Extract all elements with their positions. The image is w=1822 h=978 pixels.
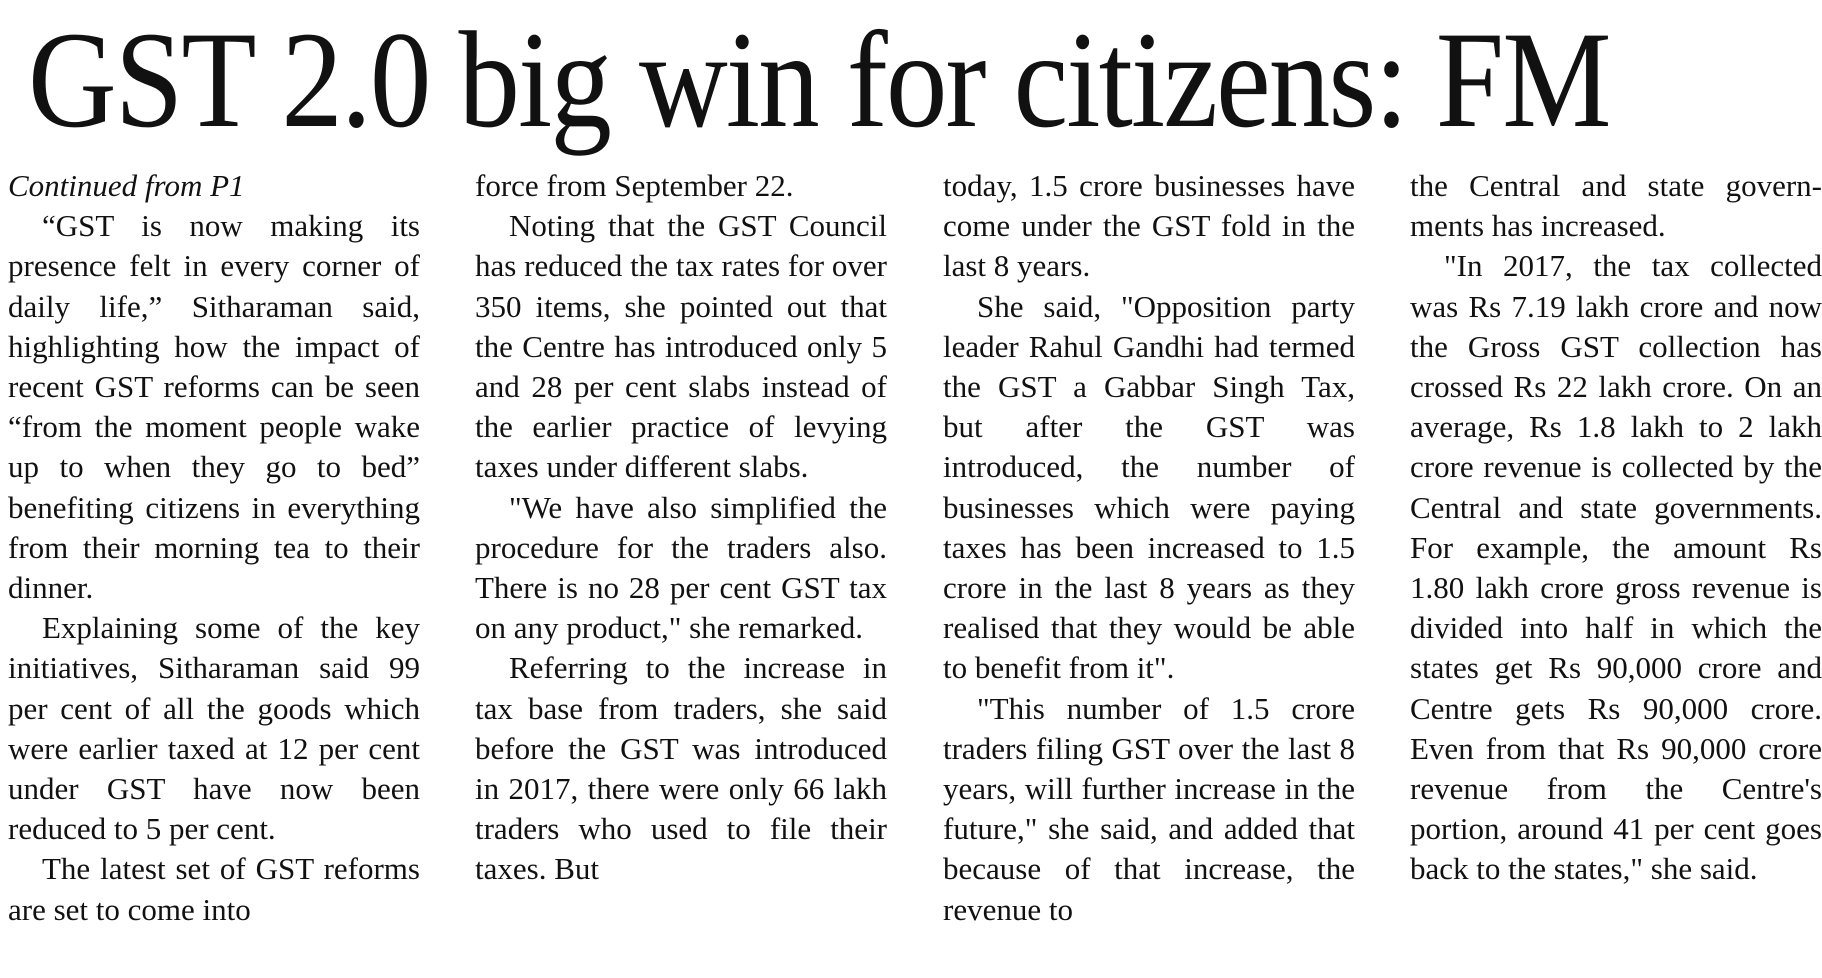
paragraph-continuation: the Central and state governments has increased. bbox=[1410, 168, 1822, 244]
paragraph: She said, "Opposition party leader Rahul Gandhi had termed the GST a Gabbar Singh Tax, but after the GST was introduced, the number of businesses which were paying taxes has been increased to 1.5 crore in the last 8 years as they realised that they would be able to benefit from it". bbox=[943, 288, 1355, 686]
paragraph-continuation: force from September 22. bbox=[475, 168, 794, 203]
paragraph: Explaining some of the key initiatives, Sitharaman said 99 per cent of all the goods which were earlier taxed at 12 per cent under GST have now been reduced to 5 per cent. bbox=[8, 610, 420, 847]
article-column-3 bbox=[943, 166, 1355, 930]
paragraph: Noting that the GST Council has reduced the tax rates for over 350 items, she pointed out that the Centre has introduced only 5 and 28 per cent slabs instead of the earlier practice of levying taxes under different slabs. bbox=[475, 208, 887, 485]
headline: GST 2.0 big win for citizens: FM bbox=[28, 3, 1610, 156]
paragraph: Referring to the increase in tax base from traders, she said before the GST was introduced in 2017, there were only 66 lakh traders who used to file their taxes. But bbox=[475, 650, 887, 887]
article-column-1 bbox=[8, 166, 420, 930]
article-column-4 bbox=[1410, 166, 1822, 890]
paragraph: The latest set of GST reforms are set to come into bbox=[8, 851, 420, 927]
article-column-2 bbox=[475, 166, 887, 890]
paragraph: “GST is now making its presence felt in every corner of daily life,” Sitharaman said, highlighting how the impact of recent GST reforms can be seen “from the moment people wake up to when they go to bed” benefiting citizens in everything from their morning tea to their dinner. bbox=[8, 208, 420, 606]
paragraph: "This number of 1.5 crore traders filing GST over the last 8 years, will further increase in the future," she said, and added that because of that increase, the revenue to bbox=[943, 690, 1355, 927]
paragraph-continuation: today, 1.5 crore businesses have come under the GST fold in the last 8 years. bbox=[943, 168, 1355, 284]
paragraph: "We have also simplified the procedure for the traders also. There is no 28 per cent GST tax on any product," she remarked. bbox=[475, 489, 887, 646]
paragraph: "In 2017, the tax collected was Rs 7.19 lakh crore and now the Gross GST collection has crossed Rs 22 lakh crore. On an average, Rs 1.8 lakh to 2 lakh crore revenue is collected by the Central and state governments. For example, the amount Rs 1.80 lakh crore gross revenue is divided into half in which the states get Rs 90,000 crore and Centre gets Rs 90,000 crore. Even from that Rs 90,000 crore revenue from the Centre's portion, around 41 per cent goes back to the states," she said. bbox=[1410, 248, 1822, 887]
dateline: Continued from P1 bbox=[8, 168, 245, 203]
